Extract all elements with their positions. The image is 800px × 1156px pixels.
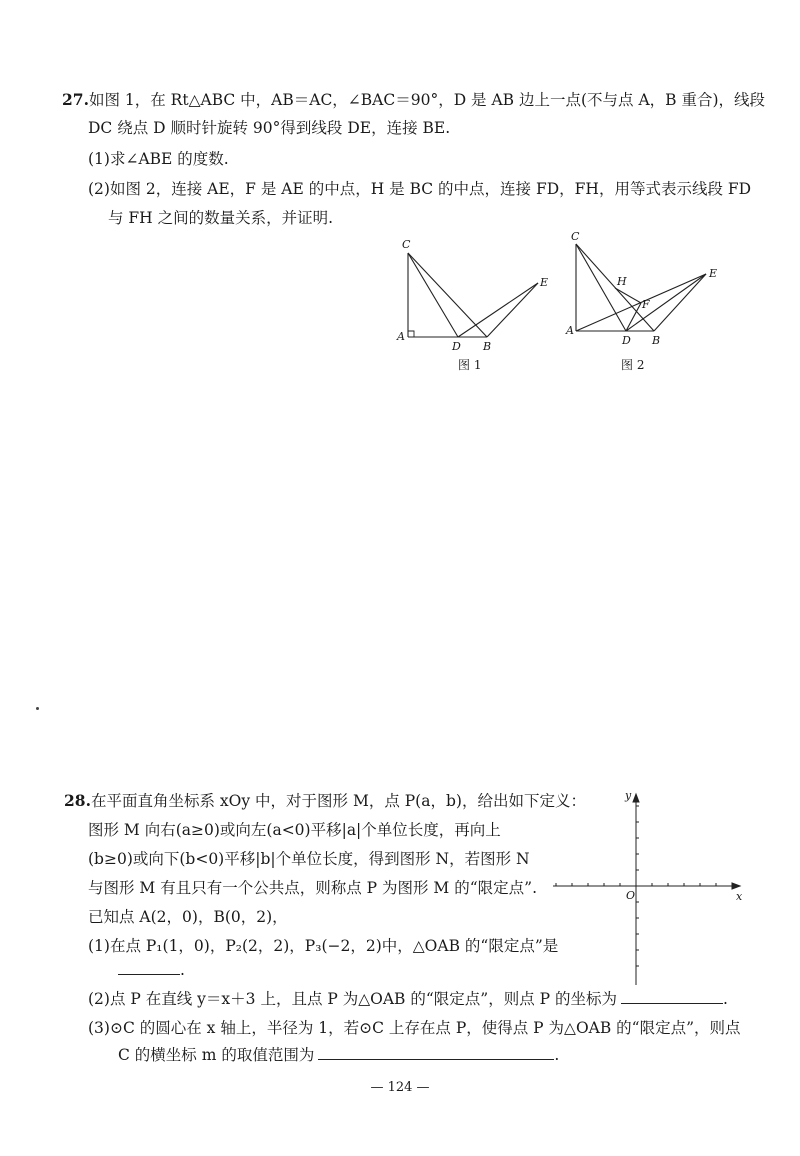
- q28-line3: (b≥0)或向下(b<0)平移|b|个单位长度，得到图形 N，若图形 N: [88, 850, 530, 868]
- fig2-label-a: A: [566, 324, 574, 337]
- q27-part2-line1: (2)如图 2，连接 AE，F 是 AE 的中点，H 是 BC 的中点，连接 FD，FH，用等式表示线段 FD: [88, 180, 752, 198]
- q27-part1: (1)求∠ABE 的度数.: [88, 150, 229, 168]
- axis-label-x: x: [736, 890, 743, 903]
- fig1-label-d: D: [452, 340, 461, 353]
- q28-part3-period: .: [554, 1046, 560, 1064]
- fig2-label-e: E: [709, 267, 718, 280]
- fig1-label-a: A: [397, 330, 405, 343]
- q28-line1-text: 在平面直角坐标系 xOy 中，对于图形 M，点 P(a，b)，给出如下定义：: [90, 792, 586, 810]
- fig1-label-b: B: [483, 340, 492, 353]
- fig1-label-e: E: [540, 276, 549, 289]
- q28-part2-period: .: [723, 990, 728, 1008]
- fig1-caption: 图 1: [458, 358, 482, 372]
- q28-line2: 图形 M 向右(a≥0)或向左(a<0)平移|a|个单位长度，再向上: [88, 821, 501, 839]
- fig2-label-f: F: [642, 298, 650, 311]
- q27-number: 27.: [62, 90, 89, 109]
- q28-part1-period: .: [180, 961, 185, 979]
- q28-line5: 已知点 A(2，0)，B(0，2)，: [88, 908, 288, 926]
- y-axis-arrow: [633, 794, 639, 802]
- q28-part1-line1: (1)在点 P₁(1，0)，P₂(2，2)，P₃(−2，2)中，△OAB 的“限定点”是: [88, 937, 559, 955]
- fig2-label-h: H: [617, 275, 627, 288]
- q27-line1-text: 如图 1，在 Rt△ABC 中，AB＝AC，∠BAC＝90°，D 是 AB 边上一点(不与点 A，B 重合)，线段: [88, 91, 766, 109]
- q28-number: 28.: [64, 791, 91, 810]
- fig1-label-c: C: [402, 238, 411, 251]
- axis-label-origin: O: [626, 889, 636, 902]
- q28-line4: 与图形 M 有且只有一个公共点，则称点 P 为图形 M 的“限定点”.: [88, 879, 538, 897]
- fig2-caption: 图 2: [621, 358, 645, 372]
- q27-part2-line2: 与 FH 之间的数量关系，并证明.: [108, 209, 334, 227]
- q28-part2-text: (2)点 P 在直线 y＝x＋3 上，且点 P 为△OAB 的“限定点”，则点 P 的坐标为: [88, 990, 618, 1008]
- fig2-label-c: C: [571, 230, 580, 243]
- fig2-label-b: B: [652, 334, 661, 347]
- q28-part3-line1: (3)⊙C 的圆心在 x 轴上，半径为 1，若⊙C 上存在点 P，使得点 P 为△OAB 的“限定点”，则点: [88, 1019, 741, 1037]
- x-axis-arrow: [732, 883, 740, 889]
- q27-line2: DC 绕点 D 顺时针旋转 90°得到线段 DE，连接 BE.: [88, 119, 451, 137]
- page-number: — 124 —: [370, 1080, 430, 1095]
- q28-part3-text: C 的横坐标 m 的取值范围为: [118, 1046, 315, 1064]
- fig2-label-d: D: [622, 334, 631, 347]
- axis-label-y: y: [625, 789, 632, 802]
